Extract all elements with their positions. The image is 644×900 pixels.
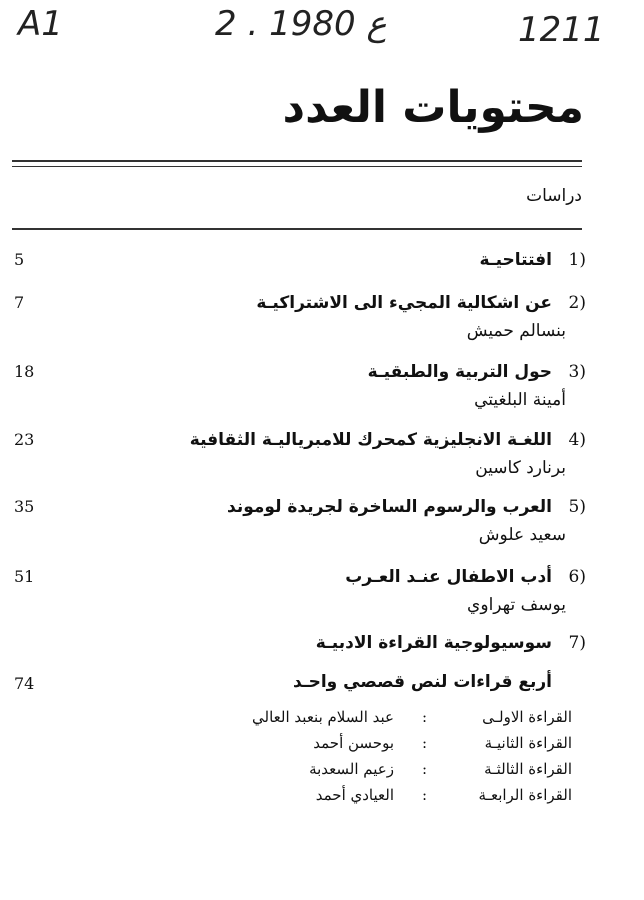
section-label: دراسات bbox=[526, 186, 582, 206]
sub-section-title: أربع قراءات لنص قصصي واحـد bbox=[292, 672, 552, 692]
reading-colon: : bbox=[422, 760, 428, 778]
reading-name: زعيم السعدبة bbox=[309, 760, 394, 778]
entry-number: 4) bbox=[568, 430, 586, 450]
reading-label: القراءة الرابعـة bbox=[478, 786, 572, 804]
reading-label: القراءة الاولـى bbox=[482, 708, 572, 726]
reading-name: بوحسن أحمد bbox=[313, 734, 394, 752]
reading-row bbox=[0, 760, 644, 786]
entry-title: سوسيولوجية القراءة الادبيـة bbox=[315, 633, 552, 653]
reading-label: القراءة الثالثـة bbox=[484, 760, 572, 778]
toc-entry bbox=[0, 293, 644, 353]
entry-title: افتتاحيـة bbox=[479, 250, 552, 270]
handwritten-right-note: 1211 bbox=[518, 10, 605, 50]
entry-number: 2) bbox=[568, 293, 586, 313]
reading-row bbox=[0, 708, 644, 734]
entry-page: 5 bbox=[14, 250, 25, 269]
reading-name: العيادي أحمد bbox=[315, 786, 394, 804]
toc-entry bbox=[0, 430, 644, 490]
entry-page: 23 bbox=[14, 430, 35, 449]
reading-colon: : bbox=[422, 734, 428, 752]
reading-row bbox=[0, 734, 644, 760]
entry-author: سعيد علوش bbox=[478, 525, 566, 545]
entry-number: 5) bbox=[568, 497, 586, 517]
entry-page: 35 bbox=[14, 497, 35, 516]
page-title: محتويات العدد bbox=[282, 82, 584, 133]
reading-row bbox=[0, 786, 644, 812]
entry-author: يوسف تهراوي bbox=[467, 595, 566, 615]
entry-title: اللغـة الانجليزية كمحرك للامبرياليـة الثقافية bbox=[189, 430, 552, 450]
entry-author: أمينة البلغيتي bbox=[474, 390, 566, 410]
toc-entry bbox=[0, 497, 644, 557]
entry-title: أدب الاطفال عنـد العـرب bbox=[345, 567, 552, 587]
entry-title: العرب والرسوم الساخرة لجريدة لوموند bbox=[227, 497, 552, 517]
entry-author: برنارد كاسين bbox=[475, 458, 566, 478]
reading-label: القراءة الثانيـة bbox=[484, 734, 572, 752]
entry-title: حول التربية والطبقيـة bbox=[367, 362, 552, 382]
entry-number: 1) bbox=[568, 250, 586, 270]
top-rule bbox=[12, 160, 582, 162]
entry-page: 7 bbox=[14, 293, 25, 312]
handwritten-date-note: 2 . ع 1980 bbox=[215, 4, 387, 44]
entry-page: 18 bbox=[14, 362, 35, 381]
reading-colon: : bbox=[422, 786, 428, 804]
toc-entry bbox=[0, 567, 644, 627]
entry-title: عن اشكالية المجيء الى الاشتراكيـة bbox=[256, 293, 552, 313]
sub-section-page: 74 bbox=[14, 674, 35, 693]
reading-name: عبد السلام بنعبد العالي bbox=[252, 708, 394, 726]
entry-page: 51 bbox=[14, 567, 35, 586]
bottom-rule bbox=[12, 228, 582, 230]
entry-number: 6) bbox=[568, 567, 586, 587]
handwritten-left-note: A1 bbox=[18, 4, 63, 44]
top-rule-secondary bbox=[12, 166, 582, 167]
toc-entry bbox=[0, 362, 644, 422]
reading-colon: : bbox=[422, 708, 428, 726]
entry-number: 7) bbox=[568, 633, 586, 653]
entry-number: 3) bbox=[568, 362, 586, 382]
entry-author: بنسالم حميش bbox=[466, 321, 566, 341]
